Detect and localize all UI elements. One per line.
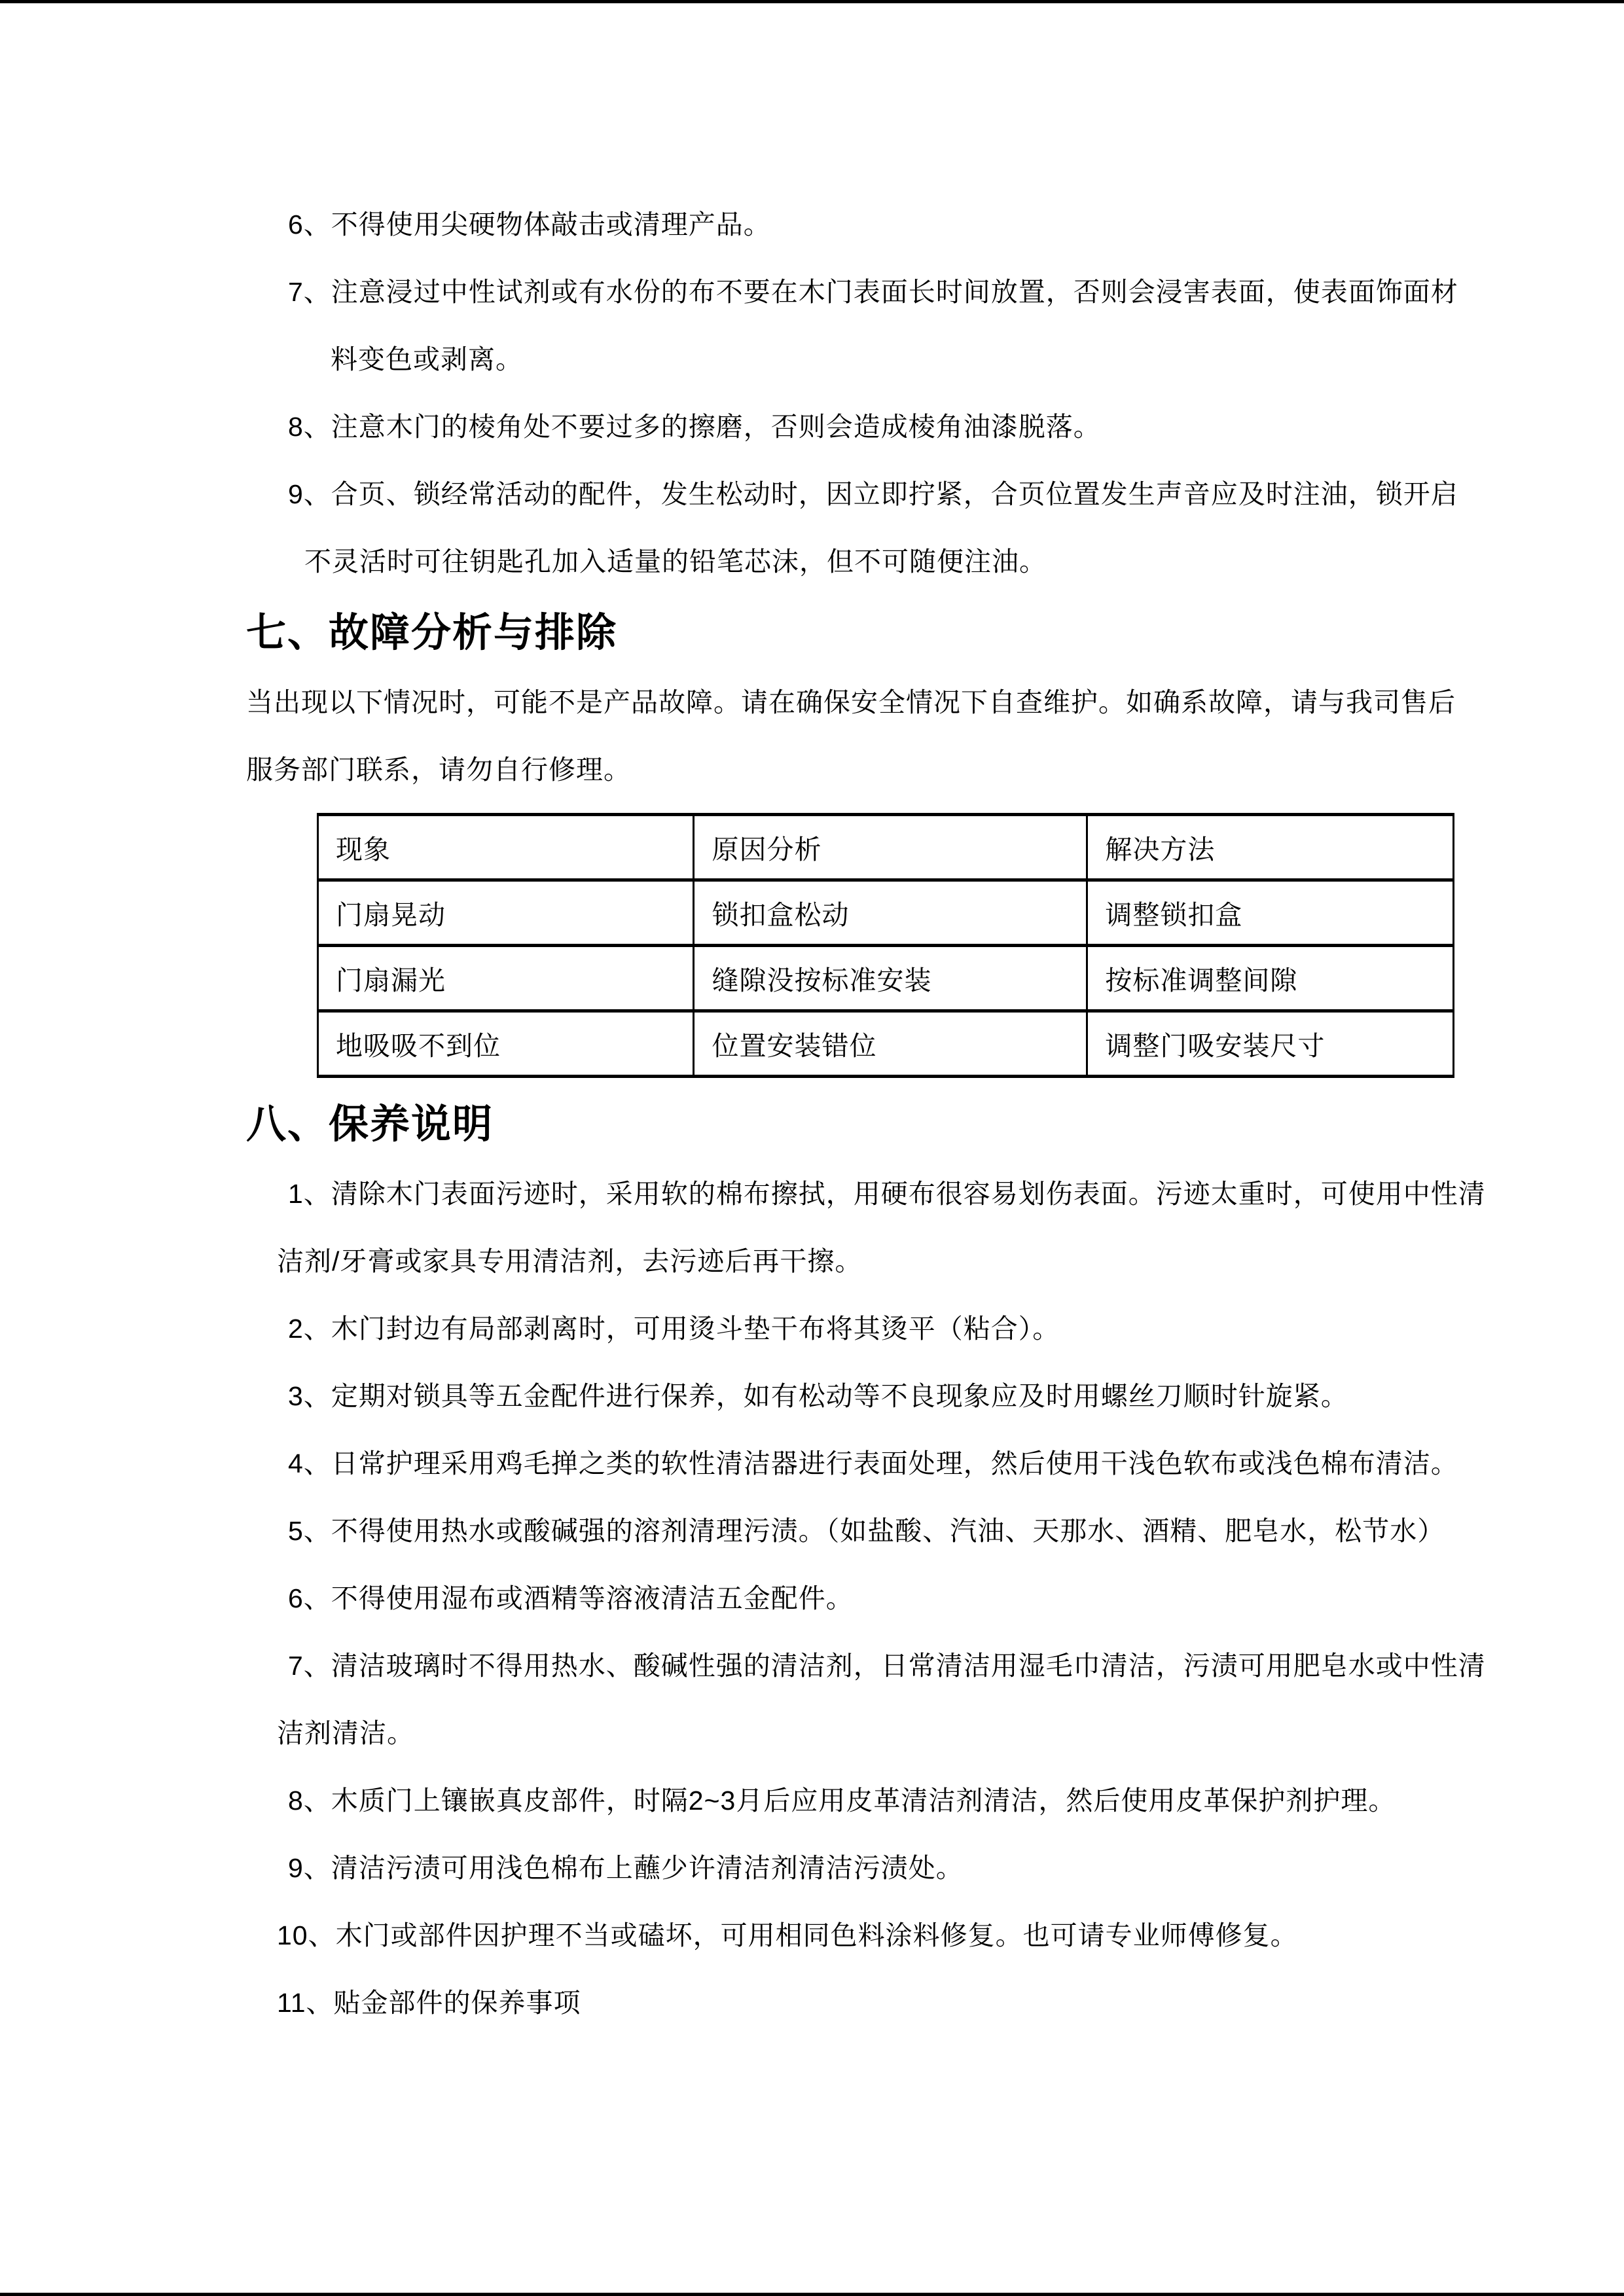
fault-table-header-phenomenon: 现象 [318,815,694,880]
fault-table-row [318,946,1454,1011]
care-item-4: 4、日常护理采用鸡毛掸之类的软性清洁器进行表面处理，然后使用干浅色软布或浅色棉布清洁。 [288,1448,1458,1479]
fault-table-cell: 按标准调整间隙 [1087,946,1454,1011]
page-top-edge [0,0,1624,3]
fault-table-cell: 门扇漏光 [318,946,694,1011]
list-item-7-continuation: 料变色或剥离。 [331,344,523,374]
document-content [246,191,1486,2037]
fault-table-header-solution: 解决方法 [1087,815,1454,880]
page-bottom-edge [0,2293,1624,2296]
fault-table-row [318,880,1454,946]
list-item-9-continuation: 不灵活时可往钥匙孔加入适量的铅笔芯沫，但不可随便注油。 [304,547,1047,577]
care-item-1-continuation: 洁剂/牙膏或家具专用清洁剂，去污迹后再干擦。 [277,1246,863,1276]
care-item-7: 7、清洁玻璃时不得用热水、酸碱性强的清洁剂，日常清洁用湿毛巾清洁，污渍可用肥皂水或中性清 [288,1651,1486,1681]
fault-table-cell: 缝隙没按标准安装 [694,946,1087,1011]
care-item-2: 2、木门封边有局部剥离时，可用烫斗垫干布将其烫平（粘合）。 [288,1314,1060,1344]
fault-intro-line-1: 当出现以下情况时，可能不是产品故障。请在确保安全情况下自查维护。如确系故障，请与我司售后 [246,687,1456,717]
list-item-6: 6、不得使用尖硬物体敲击或清理产品。 [288,209,771,240]
care-item-3: 3、定期对锁具等五金配件进行保养，如有松动等不良现象应及时用螺丝刀顺时针旋紧。 [288,1381,1348,1411]
care-item-5: 5、不得使用热水或酸碱强的溶剂清理污渍。（如盐酸、汽油、天那水、酒精、肥皂水，松节水） [288,1516,1445,1546]
fault-table-cell: 位置安装错位 [694,1011,1087,1077]
fault-table-cell: 门扇晃动 [318,880,694,946]
fault-table-cell: 调整锁扣盒 [1087,880,1454,946]
fault-table-cell: 地吸吸不到位 [318,1011,694,1077]
care-item-1: 1、清除木门表面污迹时，采用软的棉布擦拭，用硬布很容易划伤表面。污迹太重时，可使用中性清 [288,1179,1486,1209]
care-item-6: 6、不得使用湿布或酒精等溶液清洁五金配件。 [288,1583,854,1613]
care-item-10: 10、木门或部件因护理不当或磕坏，可用相同色料涂料修复。也可请专业师傅修复。 [277,1920,1298,1950]
list-item-7: 7、注意浸过中性试剂或有水份的布不要在木门表面长时间放置，否则会浸害表面，使表面饰面材 [288,277,1458,307]
list-item-9: 9、合页、锁经常活动的配件，发生松动时，因立即拧紧，合页位置发生声音应及时注油，锁开启 [288,479,1458,509]
list-item-8: 8、注意木门的棱角处不要过多的擦磨，否则会造成棱角油漆脱落。 [288,412,1101,442]
fault-table-row [318,1011,1454,1077]
fault-table-header-row [318,815,1454,880]
fault-table [317,813,1454,1078]
fault-intro-line-2: 服务部门联系，请勿自行修理。 [246,755,631,785]
care-item-7-continuation: 洁剂清洁。 [277,1718,414,1748]
section-8-heading: 八、保养说明 [246,1102,494,1146]
care-item-11: 11、贴金部件的保养事项 [277,1988,581,2018]
fault-table-header-cause: 原因分析 [694,815,1087,880]
section-7-heading: 七、故障分析与排除 [246,610,618,655]
fault-table-cell: 锁扣盒松动 [694,880,1087,946]
care-item-9: 9、清洁污渍可用浅色棉布上蘸少许清洁剂清洁污渍处。 [288,1853,964,1883]
care-item-8: 8、木质门上镶嵌真皮部件，时隔2~3月后应用皮革清洁剂清洁，然后使用皮革保护剂护理。 [288,1785,1396,1816]
fault-table-cell: 调整门吸安装尺寸 [1087,1011,1454,1077]
